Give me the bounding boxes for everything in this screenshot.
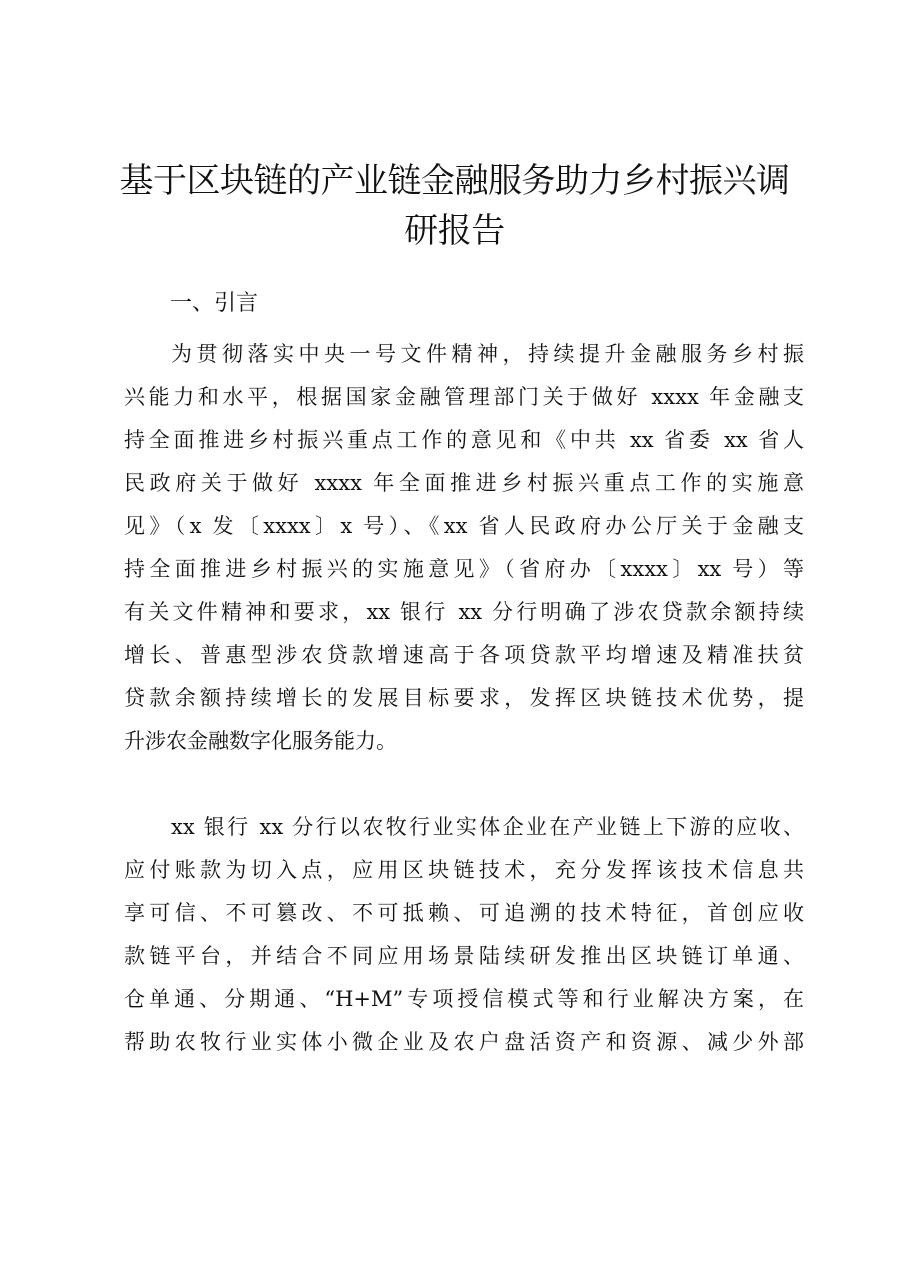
paragraph-line: 民政府关于做好 xxxx 年全面推进乡村振兴重点工作的实施意: [124, 471, 804, 495]
paragraph-line: 享可信、不可篡改、不可抵赖、可追溯的技术特征，首创应收: [124, 901, 804, 925]
document-title-line: 研报告: [404, 211, 505, 251]
paragraph-line: 升涉农金融数字化服务能力。: [124, 729, 397, 753]
paragraph-line: 为贯彻落实中央一号文件精神，持续提升金融服务乡村振: [171, 342, 804, 366]
paragraph-line: 兴能力和水平，根据国家金融管理部门关于做好 xxxx 年金融支: [124, 385, 804, 409]
paragraph-line: 贷款余额持续增长的发展目标要求，发挥区块链技术优势，提: [124, 686, 804, 710]
paragraph-line: 持全面推进乡村振兴重点工作的意见和《中共 xx 省委 xx 省人: [124, 428, 804, 452]
section-heading: 一、引言: [170, 291, 259, 316]
document-title: [100, 156, 809, 256]
body-paragraph: [124, 333, 804, 763]
paragraph-line: xx 银行 xx 分行以农牧行业实体企业在产业链上下游的应收、: [171, 815, 804, 839]
document-title-line: 基于区块链的产业链金融服务助力乡村振兴调: [119, 161, 790, 201]
paragraph-line: 帮助农牧行业实体小微企业及农户盘活资产和资源、减少外部: [124, 1030, 804, 1054]
paragraph-line: 持全面推进乡村振兴的实施意见》（省府办〔xxxx〕xx 号）等: [124, 557, 804, 581]
paragraph-line: 有关文件精神和要求，xx 银行 xx 分行明确了涉农贷款余额持续: [124, 600, 804, 624]
paragraph-line: 增长、普惠型涉农贷款增速高于各项贷款平均增速及精准扶贫: [124, 643, 804, 667]
body-paragraph: [124, 806, 804, 1064]
paragraph-line: 仓单通、分期通、“H+M”专项授信模式等和行业解决方案，在: [124, 987, 804, 1011]
paragraph-line: 款链平台，并结合不同应用场景陆续研发推出区块链订单通、: [124, 944, 804, 968]
paragraph-line: 应付账款为切入点，应用区块链技术，充分发挥该技术信息共: [124, 858, 804, 882]
paragraph-line: 见》（x 发〔xxxx〕x 号）、《xx 省人民政府办公厅关于金融支: [124, 514, 804, 538]
